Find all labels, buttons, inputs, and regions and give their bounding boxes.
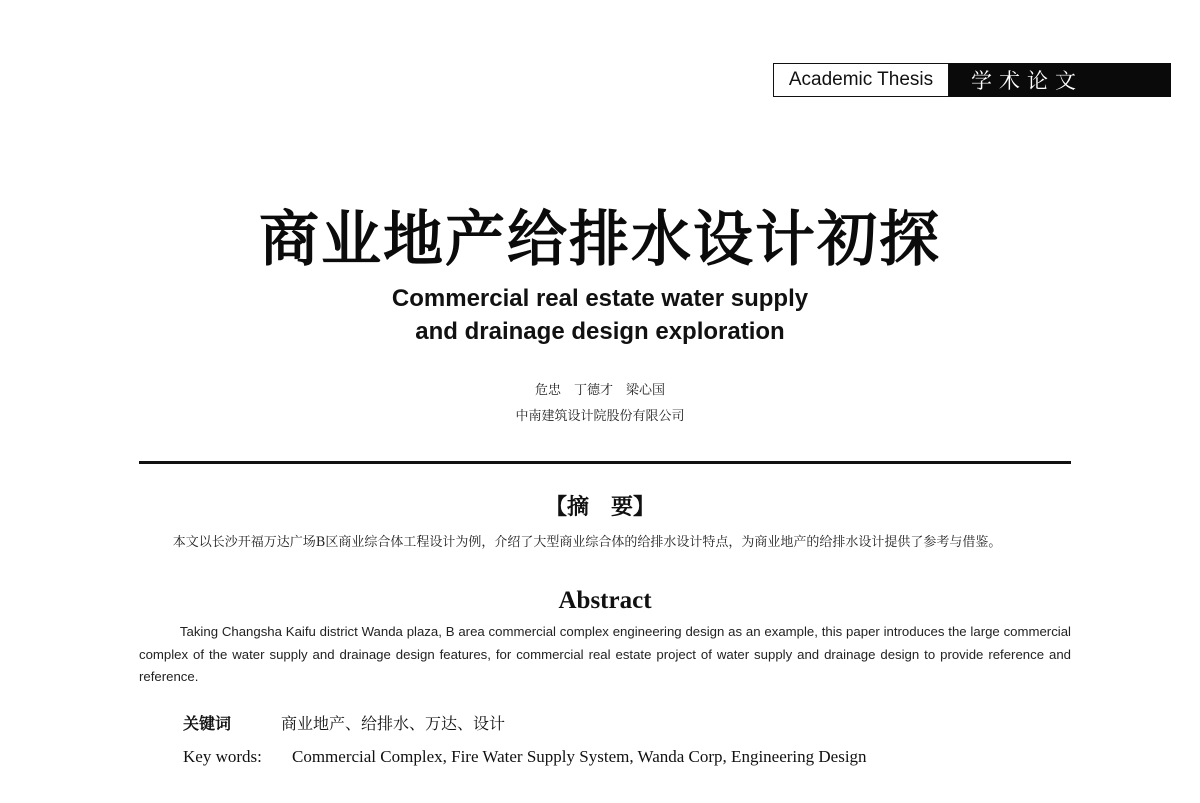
keywords-cn-value: 商业地产、给排水、万达、设计 — [281, 714, 506, 733]
abstract-cn-body: 本文以长沙开福万达广场B区商业综合体工程设计为例，介绍了大型商业综合体的给排水设计特点，为商业地产的给排水设计提供了参考与借鉴。 — [172, 535, 1002, 550]
title-english-line2: and drainage design exploration — [415, 318, 785, 345]
abstract-en-body: Taking Changsha Kaifu district Wanda plaza, B area commercial complex engineering design as an example, this paper introduces the large commercial complex of the water supply and drainage design features, for commercial real estate project of water supply and drainage design to provide reference and reference. — [139, 624, 1071, 684]
section-tag — [773, 63, 1171, 97]
title-english-line1: Commercial real estate water supply — [391, 285, 809, 312]
title-chinese: 商业地产给排水设计初探 — [259, 205, 941, 275]
section-tag-chinese: 学术论文 — [949, 63, 1171, 97]
abstract-cn-heading: 【摘 要】 — [544, 494, 655, 520]
section-tag-english: Academic Thesis — [773, 63, 949, 97]
abstract-en-heading: Abstract — [558, 587, 652, 614]
divider-line — [139, 461, 1071, 464]
authors: 危忠 丁德才 梁心国 — [534, 383, 665, 398]
keywords-cn — [183, 711, 505, 734]
keywords-en — [183, 747, 867, 767]
keywords-cn-label: 关键词 — [183, 714, 232, 733]
keywords-en-value: Commercial Complex, Fire Water Supply System, Wanda Corp, Engineering Design — [292, 747, 867, 766]
affiliation: 中南建筑设计院股份有限公司 — [515, 409, 685, 424]
keywords-en-label: Key words: — [183, 747, 262, 766]
